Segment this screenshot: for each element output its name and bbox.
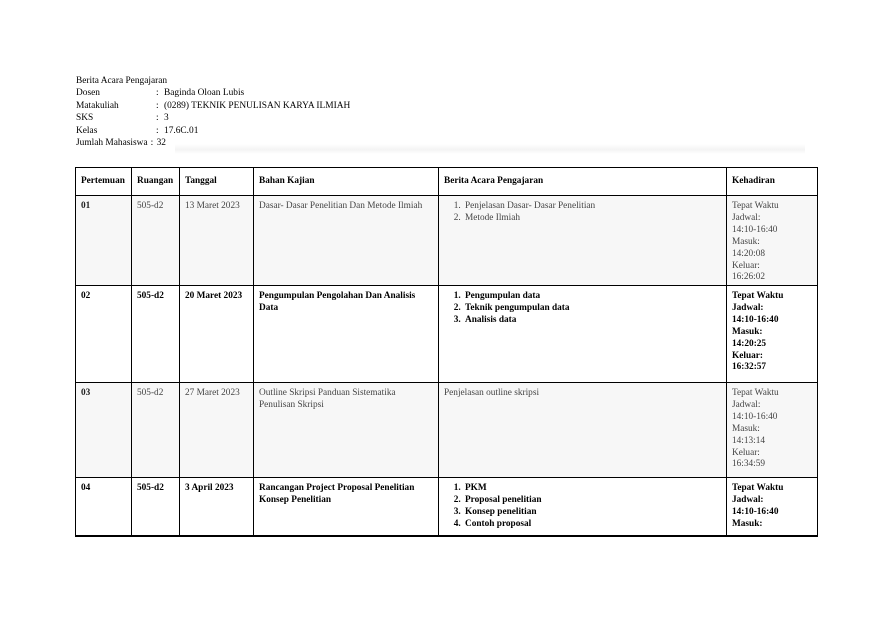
table-row bbox=[76, 196, 818, 286]
cell-berita-acara: Penjelasan outline skripsi bbox=[439, 383, 727, 478]
cell-bahan-kajian: Rancangan Project Proposal Penelitian Konsep Penelitian bbox=[254, 478, 439, 537]
field-label: SKS bbox=[76, 113, 94, 124]
column-header-pertemuan: Pertemuan bbox=[76, 168, 132, 196]
kehadiran-line: Masuk: bbox=[732, 518, 763, 529]
field-value: (0289) TEKNIK PENULISAN KARYA ILMIAH bbox=[164, 100, 351, 111]
column-header-kehadiran: Kehadiran bbox=[727, 168, 818, 196]
kehadiran-line: Keluar: bbox=[732, 260, 760, 271]
column-header-bahan-kajian: Bahan Kajian bbox=[254, 168, 439, 196]
cell-pertemuan: 03 bbox=[76, 383, 132, 478]
cell-ruangan: 505-d2 bbox=[132, 286, 180, 383]
document-header bbox=[76, 75, 350, 149]
kehadiran-line: Jadwal: bbox=[732, 302, 764, 313]
field-value: 32 bbox=[156, 138, 166, 149]
cell-tanggal: 27 Maret 2023 bbox=[180, 383, 254, 478]
cell-tanggal: 3 April 2023 bbox=[180, 478, 254, 537]
field-label: Dosen bbox=[76, 88, 100, 99]
list-item: 1. PKM bbox=[463, 483, 721, 495]
table-row bbox=[76, 478, 818, 537]
kehadiran-line: 14:10-16:40 bbox=[732, 314, 779, 325]
field-separator: : bbox=[156, 113, 159, 124]
kehadiran-line: 14:20:25 bbox=[732, 338, 767, 349]
cell-ruangan: 505-d2 bbox=[132, 196, 180, 286]
cell-ruangan: 505-d2 bbox=[132, 478, 180, 537]
table-row bbox=[76, 286, 818, 383]
field-separator: : bbox=[156, 88, 159, 99]
kehadiran-line: 16:34:59 bbox=[732, 459, 766, 470]
cell-berita-acara bbox=[439, 286, 727, 383]
field-value: 17.6C.01 bbox=[164, 125, 199, 136]
header-field-dosen bbox=[76, 87, 350, 99]
column-header-ruangan: Ruangan bbox=[132, 168, 180, 196]
cell-bahan-kajian: Pengumpulan Pengolahan Dan Analisis Data bbox=[254, 286, 439, 383]
field-label: Matakuliah bbox=[76, 100, 119, 111]
berita-list bbox=[444, 201, 721, 225]
kehadiran-status: Tepat Waktu bbox=[732, 291, 784, 301]
cell-bahan-kajian: Outline Skripsi Panduan Sistematika Penulisan Skripsi bbox=[254, 383, 439, 478]
field-separator: : bbox=[150, 138, 154, 149]
table-row bbox=[76, 383, 818, 478]
doc-title-text: Berita Acara Pengajaran bbox=[76, 76, 168, 86]
list-item: 3. Konsep penelitian bbox=[463, 507, 721, 519]
list-item: 1. Pengumpulan data bbox=[463, 291, 721, 303]
cell-kehadiran bbox=[727, 196, 818, 286]
field-value: 3 bbox=[164, 113, 169, 124]
kehadiran-line: Masuk: bbox=[732, 236, 760, 247]
list-item: 2. Proposal penelitian bbox=[463, 495, 721, 507]
kehadiran-status: Tepat Waktu bbox=[732, 483, 784, 493]
header-field-kelas bbox=[76, 125, 350, 137]
kehadiran-line: 16:26:02 bbox=[732, 272, 766, 283]
kehadiran-line: 16:32:57 bbox=[732, 362, 767, 373]
kehadiran-line: Keluar: bbox=[732, 447, 760, 458]
cell-ruangan: 505-d2 bbox=[132, 383, 180, 478]
kehadiran-line: Masuk: bbox=[732, 423, 760, 434]
kehadiran-status: Tepat Waktu bbox=[732, 201, 779, 211]
cell-kehadiran bbox=[727, 286, 818, 383]
kehadiran-line: Masuk: bbox=[732, 326, 763, 337]
cell-berita-acara bbox=[439, 196, 727, 286]
cell-kehadiran bbox=[727, 478, 818, 537]
header-underline-band bbox=[175, 144, 805, 154]
cell-tanggal: 13 Maret 2023 bbox=[180, 196, 254, 286]
table-header-row bbox=[76, 168, 818, 196]
cell-kehadiran bbox=[727, 383, 818, 478]
berita-list bbox=[444, 291, 721, 327]
header-field-matakuliah bbox=[76, 100, 350, 112]
field-label: Kelas bbox=[76, 125, 98, 136]
kehadiran-line: Jadwal: bbox=[732, 399, 761, 410]
list-item: 2. Teknik pengumpulan data bbox=[463, 303, 721, 315]
field-separator: : bbox=[156, 125, 159, 136]
kehadiran-line: Jadwal: bbox=[732, 212, 761, 223]
header-field-sks bbox=[76, 112, 350, 124]
list-item: 4. Contoh proposal bbox=[463, 519, 721, 531]
list-item: 2. Metode Ilmiah bbox=[463, 213, 721, 225]
list-item: 3. Analisis data bbox=[463, 315, 721, 327]
list-item: 1. Penjelasan Dasar- Dasar Penelitian bbox=[463, 201, 721, 213]
field-value: Baginda Oloan Lubis bbox=[164, 88, 245, 99]
kehadiran-line: 14:10-16:40 bbox=[732, 506, 779, 517]
attendance-table bbox=[75, 167, 818, 537]
kehadiran-line: 14:10-16:40 bbox=[732, 411, 778, 422]
kehadiran-line: Keluar: bbox=[732, 350, 763, 361]
kehadiran-line: 14:13:14 bbox=[732, 435, 766, 446]
berita-list bbox=[444, 483, 721, 531]
field-separator: : bbox=[156, 100, 159, 111]
column-header-tanggal: Tanggal bbox=[180, 168, 254, 196]
kehadiran-line: 14:20:08 bbox=[732, 248, 766, 259]
kehadiran-line: Jadwal: bbox=[732, 494, 764, 505]
cell-bahan-kajian: Dasar- Dasar Penelitian Dan Metode Ilmiah bbox=[254, 196, 439, 286]
cell-pertemuan: 02 bbox=[76, 286, 132, 383]
cell-pertemuan: 04 bbox=[76, 478, 132, 537]
field-label: Jumlah Mahasiswa bbox=[76, 138, 148, 149]
doc-title bbox=[76, 75, 350, 87]
column-header-berita-acara: Berita Acara Pengajaran bbox=[439, 168, 727, 196]
cell-pertemuan: 01 bbox=[76, 196, 132, 286]
cell-berita-acara bbox=[439, 478, 727, 537]
cell-tanggal: 20 Maret 2023 bbox=[180, 286, 254, 383]
kehadiran-status: Tepat Waktu bbox=[732, 388, 779, 398]
kehadiran-line: 14:10-16:40 bbox=[732, 224, 778, 235]
